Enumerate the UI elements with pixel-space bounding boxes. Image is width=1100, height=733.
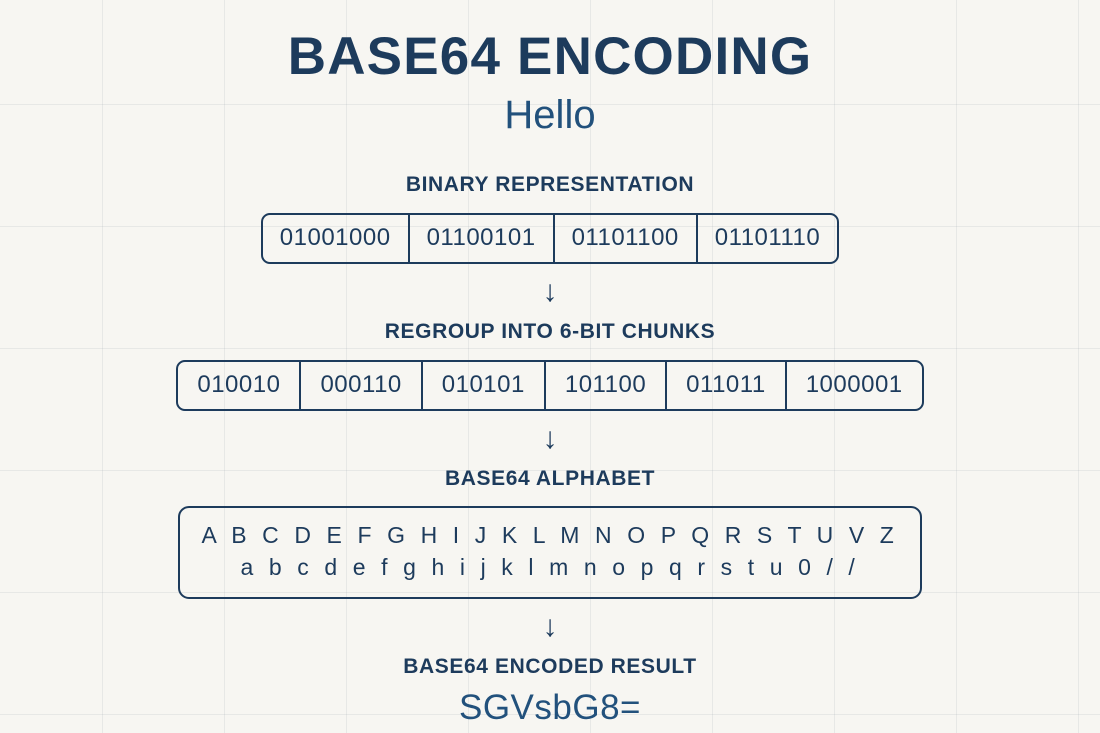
regroup-cell: 011011 (667, 362, 787, 409)
regroup-cell: 101100 (546, 362, 667, 409)
regroup-cell: 010010 (178, 362, 301, 409)
result-section-label: BASE64 ENCODED RESULT (403, 654, 697, 678)
binary-cell: 01101110 (714, 223, 821, 251)
alphabet-box (178, 506, 923, 599)
page-subtitle: Hello (504, 92, 596, 137)
binary-cell: 01100101 (410, 215, 555, 262)
alphabet-section-label: BASE64 ALPHABET (444, 466, 656, 490)
regroup-section-label: REGROUP INTO 6-BIT CHUNKS (384, 319, 716, 343)
binary-cells-row (261, 213, 839, 264)
regroup-cell: 000110 (301, 362, 422, 409)
regroup-cells-row (176, 360, 923, 411)
regroup-cell: 010101 (423, 362, 546, 409)
arrow-down-icon: ↓ (542, 609, 558, 643)
binary-cell: 01001000 (263, 215, 410, 262)
arrow-down-icon: ↓ (542, 421, 558, 455)
binary-cell: 01101100 (555, 215, 698, 262)
page-title: BASE64 ENCODING (287, 27, 813, 86)
alphabet-row-lowercase: a b c d e f g h i j k l m n o p q r s t u 0 / / (240, 554, 860, 581)
regroup-cell: 1000001 (805, 370, 903, 398)
encoded-result-value: SGVsbG8= (458, 687, 641, 727)
alphabet-row-uppercase: A B C D E F G H I J K L M N O P Q R S T U V Z (201, 521, 899, 548)
binary-section-label: BINARY REPRESENTATION (405, 172, 695, 196)
arrow-down-icon: ↓ (542, 274, 558, 308)
